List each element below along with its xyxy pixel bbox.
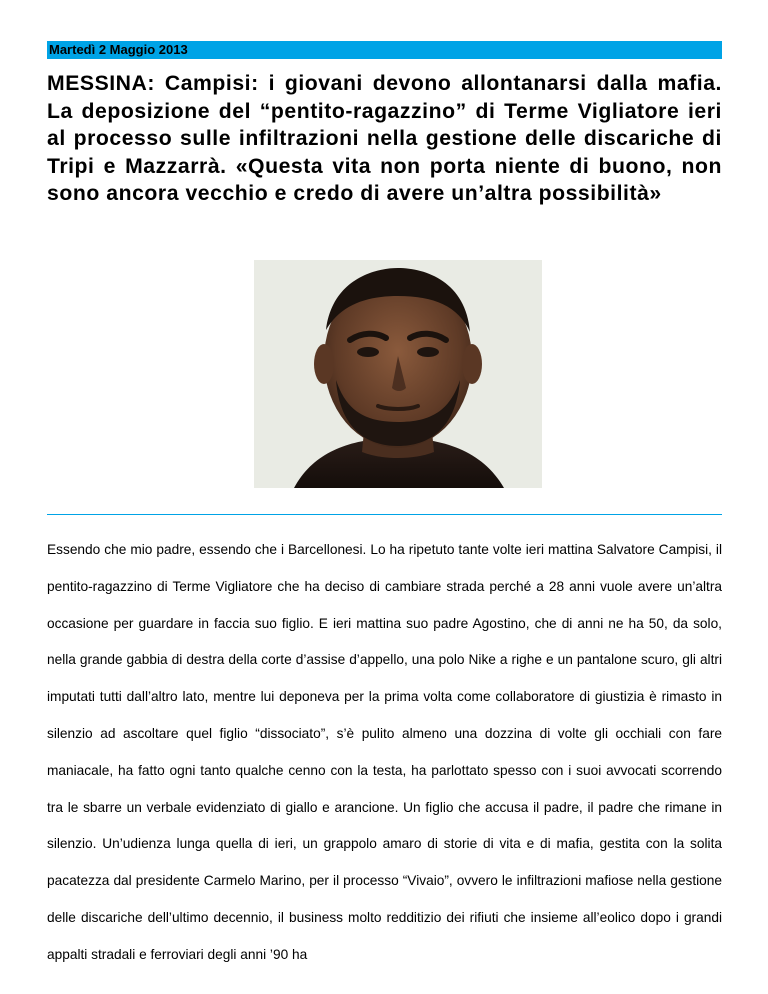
article-photo	[254, 260, 542, 488]
portrait-image	[254, 260, 542, 488]
article-body: Essendo che mio padre, essendo che i Barcellonesi. Lo ha ripetuto tante volte ieri mattina Salvatore Campisi, il pentito-ragazzino di Terme Vigliatore che ha deciso di cambiare strada perché a 28 anni vuole avere un’altra occasione per guardare in faccia suo figlio. E ieri mattina suo padre Agostino, che di anni ne ha 50, da solo, nella grande gabbia di destra della corte d’assise d’appello, una polo Nike a righe e un pantalone scuro, gli altri imputati tutti dall’altro lato, mentre lui deponeva per la prima volta come collaboratore di giustizia è rimasto in silenzio ad ascoltare quel figlio “dissociato”, s’è pulito almeno una dozzina di volte gli occhiali con fare maniacale, ha fatto ogni tanto qualche cenno con la testa, ha parlottato spesso con i suoi avvocati scorrendo tra le sbarre un verbale evidenziato di giallo e arancione. Un figlio che accusa il padre, il padre che rimane in silenzio. Un’udienza lunga quella di ieri, un grappolo amaro di storie di vita e di mafia, gestita con la solita pacatezza dal presidente Carmelo Marino, per il processo “Vivaio”, ovvero le infiltrazioni mafiose nella gestione delle discariche dell’ultimo decennio, il business molto redditizio dei rifiuti che insieme all’eolico dopo i grandi appalti stradali e ferroviari degli anni ’90 ha	[47, 542, 722, 962]
date-bar	[47, 41, 722, 59]
article-headline: MESSINA: Campisi: i giovani devono allontanarsi dalla mafia. La deposizione del “pentito-ragazzino” di Terme Vigliatore ieri al processo sulle infiltrazioni nella gestione delle discariche di Tripi e Mazzarrà. «Questa vita non porta niente di buono, non sono ancora vecchio e credo di avere un’altra possibilità»	[47, 72, 722, 205]
section-divider	[47, 514, 722, 515]
publication-date: Martedì 2 Maggio 2013	[49, 42, 188, 57]
